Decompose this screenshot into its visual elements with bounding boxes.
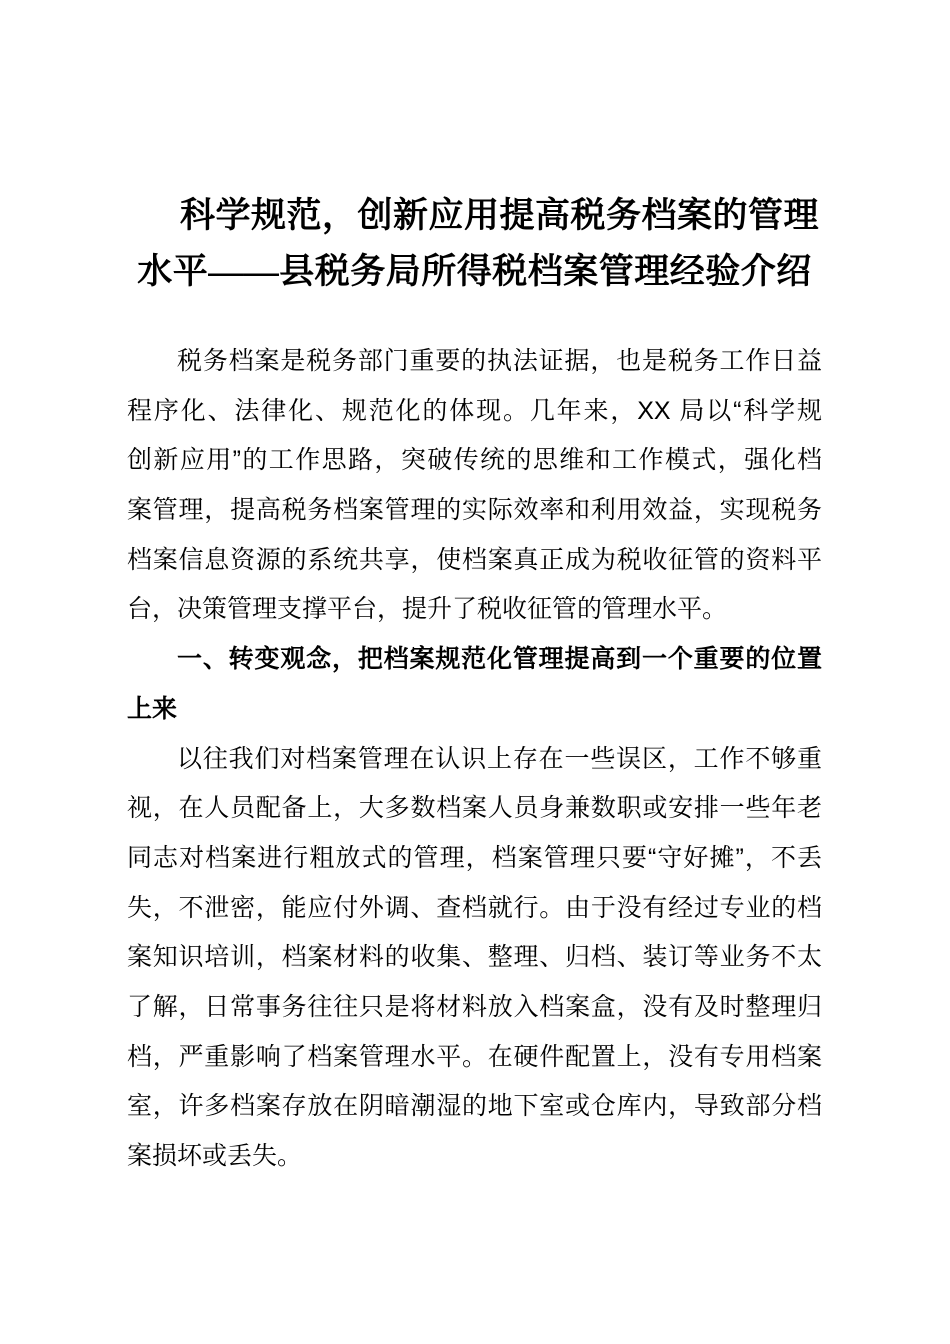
body-paragraph <box>127 735 822 1182</box>
document-body <box>127 337 822 1182</box>
text-line: 案损坏或丢失。 <box>127 1142 303 1170</box>
text-line: 创新应用”的工作思路，突破传统的思维和工作模式，强化档 <box>127 446 822 475</box>
text-line: 税务档案是税务部门重要的执法证据，也是税务工作日益 <box>177 347 822 375</box>
text-line: 以往我们对档案管理在认识上存在一些误区，工作不够重 <box>177 744 822 773</box>
text-line: 失，不泄密，能应付外调、查档就行。由于没有经过专业的档 <box>127 893 822 922</box>
document-title-line-1: 科学规范，创新应用提高税务档案的管理 <box>179 196 819 235</box>
section-heading <box>127 635 822 734</box>
text-line: 台，决策管理支撑平台，提升了税收征管的管理水平。 <box>127 595 728 624</box>
document-title-line-2: 水平——县税务局所得税档案管理经验介绍 <box>137 252 812 291</box>
text-line: 上来 <box>127 694 178 723</box>
text-line: 案管理，提高税务档案管理的实际效率和利用效益，实现税务 <box>127 496 822 525</box>
text-line: 室，许多档案存放在阴暗潮湿的地下室或仓库内，导致部分档 <box>127 1092 822 1121</box>
document-title <box>127 188 822 300</box>
text-line: 视，在人员配备上，大多数档案人员身兼数职或安排一些年老 <box>127 794 822 823</box>
text-line: 一、转变观念，把档案规范化管理提高到一个重要的位置 <box>177 645 822 674</box>
text-line: 档案信息资源的系统共享，使档案真正成为税收征管的资料平 <box>127 545 822 574</box>
text-line: 同志对档案进行粗放式的管理，档案管理只要“守好摊”，不丢 <box>127 843 822 872</box>
text-line: 程序化、法律化、规范化的体现。几年来，XX 局以“科学规 <box>127 396 822 425</box>
body-paragraph <box>127 337 822 635</box>
text-line: 案知识培训，档案材料的收集、整理、归档、装订等业务不太 <box>127 943 822 972</box>
text-line: 档，严重影响了档案管理水平。在硬件配置上，没有专用档案 <box>127 1042 822 1071</box>
text-line: 了解，日常事务往往只是将材料放入档案盒，没有及时整理归 <box>127 992 822 1021</box>
